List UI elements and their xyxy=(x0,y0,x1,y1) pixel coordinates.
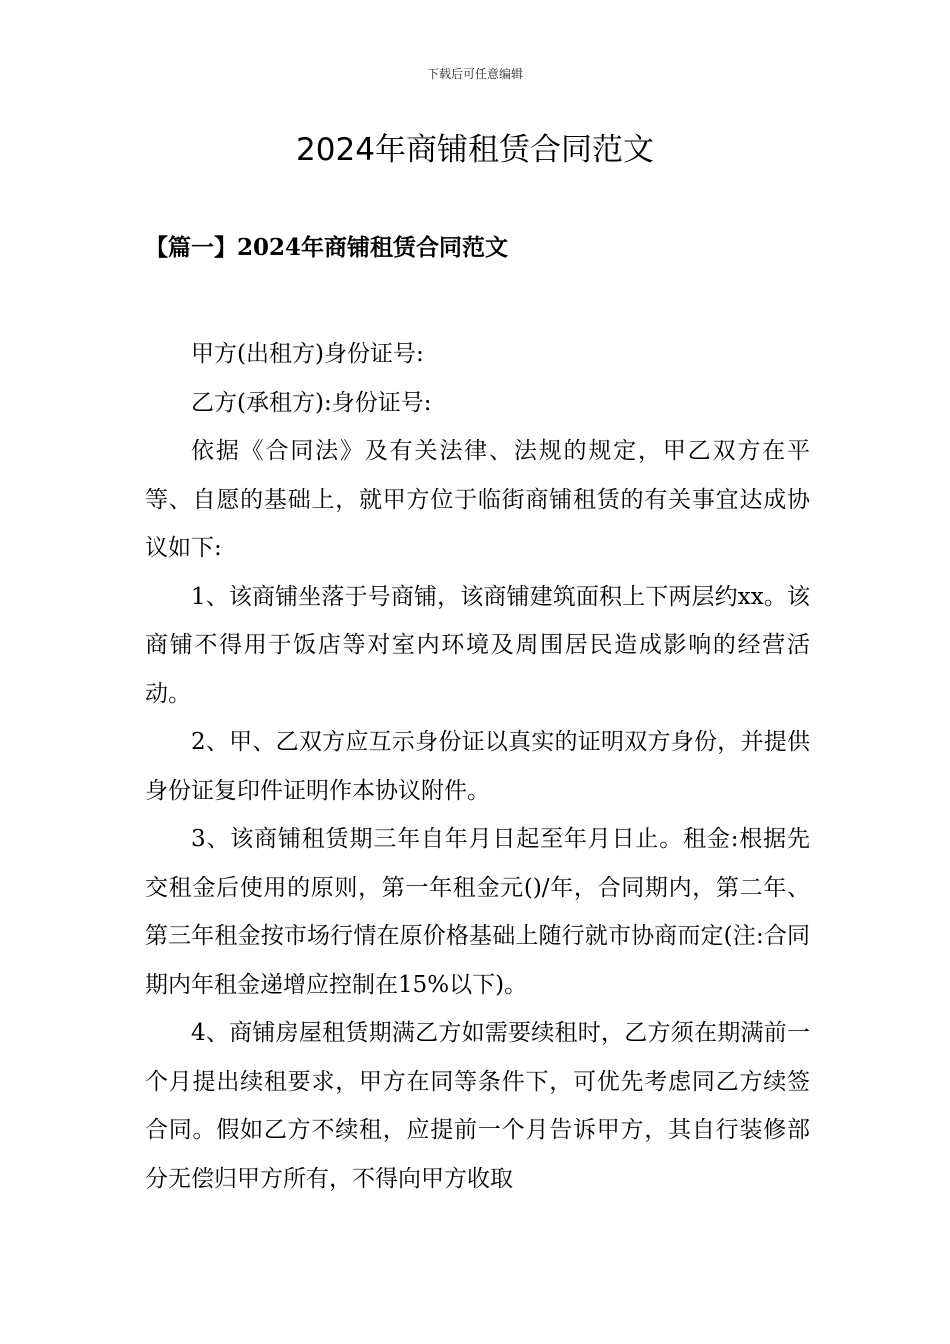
header-note: 下载后可任意编辑 xyxy=(426,67,523,81)
contract-body xyxy=(145,330,810,1203)
paragraph-party-a: 甲方(出租方)身份证号: xyxy=(191,341,424,367)
section-heading: 【篇一】2024年商铺租赁合同范文 xyxy=(145,234,509,261)
paragraph-clause-4: 4、商铺房屋租赁期满乙方如需要续租时，乙方须在期满前一个月提出续租要求，甲方在同等条件下，可优先考虑同乙方续签合同。假如乙方不续租，应提前一个月告诉甲方，其自行装修部分无偿归甲方所有，不得向甲方收取 xyxy=(145,1020,810,1192)
paragraph-preamble: 依据《合同法》及有关法律、法规的规定，甲乙双方在平等、自愿的基础上，就甲方位于临街商铺租赁的有关事宜达成协议如下: xyxy=(145,438,810,561)
document-title: 2024年商铺租赁合同范文 xyxy=(296,132,654,168)
paragraph-clause-2: 2、甲、乙双方应互示身份证以真实的证明双方身份，并提供身份证复印件证明作本协议附件。 xyxy=(145,729,810,804)
paragraph-clause-3: 3、该商铺租赁期三年自年月日起至年月日止。租金:根据先交租金后使用的原则，第一年租金元()/年，合同期内，第二年、第三年租金按市场行情在原价格基础上随行就市协商而定(注:合同期内年租金递增应控制在15%以下)。 xyxy=(145,826,810,998)
paragraph-clause-1: 1、该商铺坐落于号商铺，该商铺建筑面积上下两层约xx。该商铺不得用于饭店等对室内环境及周围居民造成影响的经营活动。 xyxy=(145,583,810,707)
paragraph-party-b: 乙方(承租方):身份证号: xyxy=(191,389,432,416)
